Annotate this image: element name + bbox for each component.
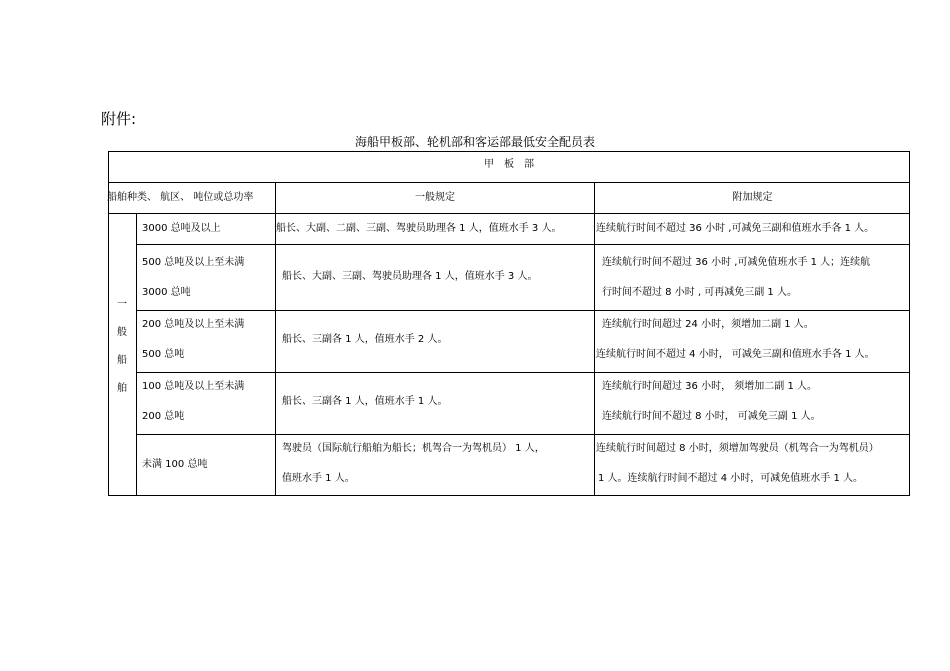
rule-subheader-bottom <box>108 213 910 214</box>
rule-row-1-bottom <box>136 244 910 245</box>
row-5-additional-line-2: 1 人。连续航行时间不超过 4 小时，可减免值班水手 1 人。 <box>598 473 863 484</box>
rule-group-label-right <box>136 213 137 496</box>
row-4-additional-line-1: 连续航行时间超过 36 小时， 须增加二副 1 人。 <box>602 381 817 392</box>
row-2-additional-line-1: 连续航行时间不超过 36 小时 ,可减免值班水手 1 人；连续航 <box>602 257 871 268</box>
group-label-char: 一 <box>117 299 127 310</box>
group-label-char: 船 <box>117 355 127 366</box>
row-5-general-line-2: 值班水手 1 人。 <box>282 473 355 484</box>
attachment-label: 附件: <box>101 110 137 128</box>
section-header: 甲 板 部 <box>484 159 534 170</box>
rule-row-2-bottom <box>136 310 910 311</box>
row-1-tonnage: 3000 总吨及以上 <box>142 223 221 234</box>
row-4-tonnage-line-1: 100 总吨及以上至未满 <box>142 381 245 392</box>
row-1-general: 船长、大副、二副、三副、驾驶员助理各 1 人，值班水手 3 人。 <box>276 223 562 234</box>
header-additional-rules: 附加规定 <box>732 192 773 203</box>
row-2-additional-line-2: 行时间不超过 8 小时 , 可再减免三副 1 人。 <box>602 287 797 298</box>
rule-header-bottom <box>108 182 910 183</box>
row-4-general: 船长、三副各 1 人，值班水手 1 人。 <box>282 396 448 407</box>
rule-general-right <box>594 182 595 496</box>
rule-row-3-bottom <box>136 372 910 373</box>
row-4-additional-line-2: 连续航行时间不超过 8 小时， 可减免三副 1 人。 <box>602 411 821 422</box>
row-1-additional: 连续航行时间不超过 36 小时 ,可减免三副和值班水手各 1 人。 <box>596 223 875 234</box>
row-5-general-line-1: 驾驶员（国际航行船舶为船长；机驾合一为驾机员） 1 人， <box>282 443 545 454</box>
row-5-additional-line-1: 连续航行时间超过 8 小时，须增加驾驶员（机驾合一为驾机员） <box>596 443 879 454</box>
row-2-general: 船长、大副、三副、驾驶员助理各 1 人，值班水手 3 人。 <box>282 271 538 282</box>
group-label-general-ships <box>109 298 135 410</box>
row-2-tonnage-line-2: 3000 总吨 <box>142 287 191 298</box>
group-label-char: 舶 <box>117 383 127 394</box>
row-3-additional-line-1: 连续航行时间超过 24 小时，须增加二副 1 人。 <box>602 319 814 330</box>
group-label-char: 般 <box>117 327 127 338</box>
row-4-tonnage-line-2: 200 总吨 <box>142 411 185 422</box>
row-3-tonnage-line-2: 500 总吨 <box>142 349 185 360</box>
table-title: 海船甲板部、轮机部和客运部最低安全配员表 <box>354 135 595 149</box>
row-3-tonnage-line-1: 200 总吨及以上至未满 <box>142 319 245 330</box>
header-ship-category: 船舶种类、 航区、 吨位或总功率 <box>107 192 254 203</box>
row-3-general: 船长、三副各 1 人，值班水手 2 人。 <box>282 334 448 345</box>
row-3-additional-line-2: 连续航行时间不超过 4 小时， 可减免三副和值班水手各 1 人。 <box>596 349 875 360</box>
rule-row-4-bottom <box>136 434 910 435</box>
header-general-rules: 一般规定 <box>415 192 455 203</box>
row-5-tonnage: 未满 100 总吨 <box>142 459 208 470</box>
row-2-tonnage-line-1: 500 总吨及以上至未满 <box>142 257 245 268</box>
